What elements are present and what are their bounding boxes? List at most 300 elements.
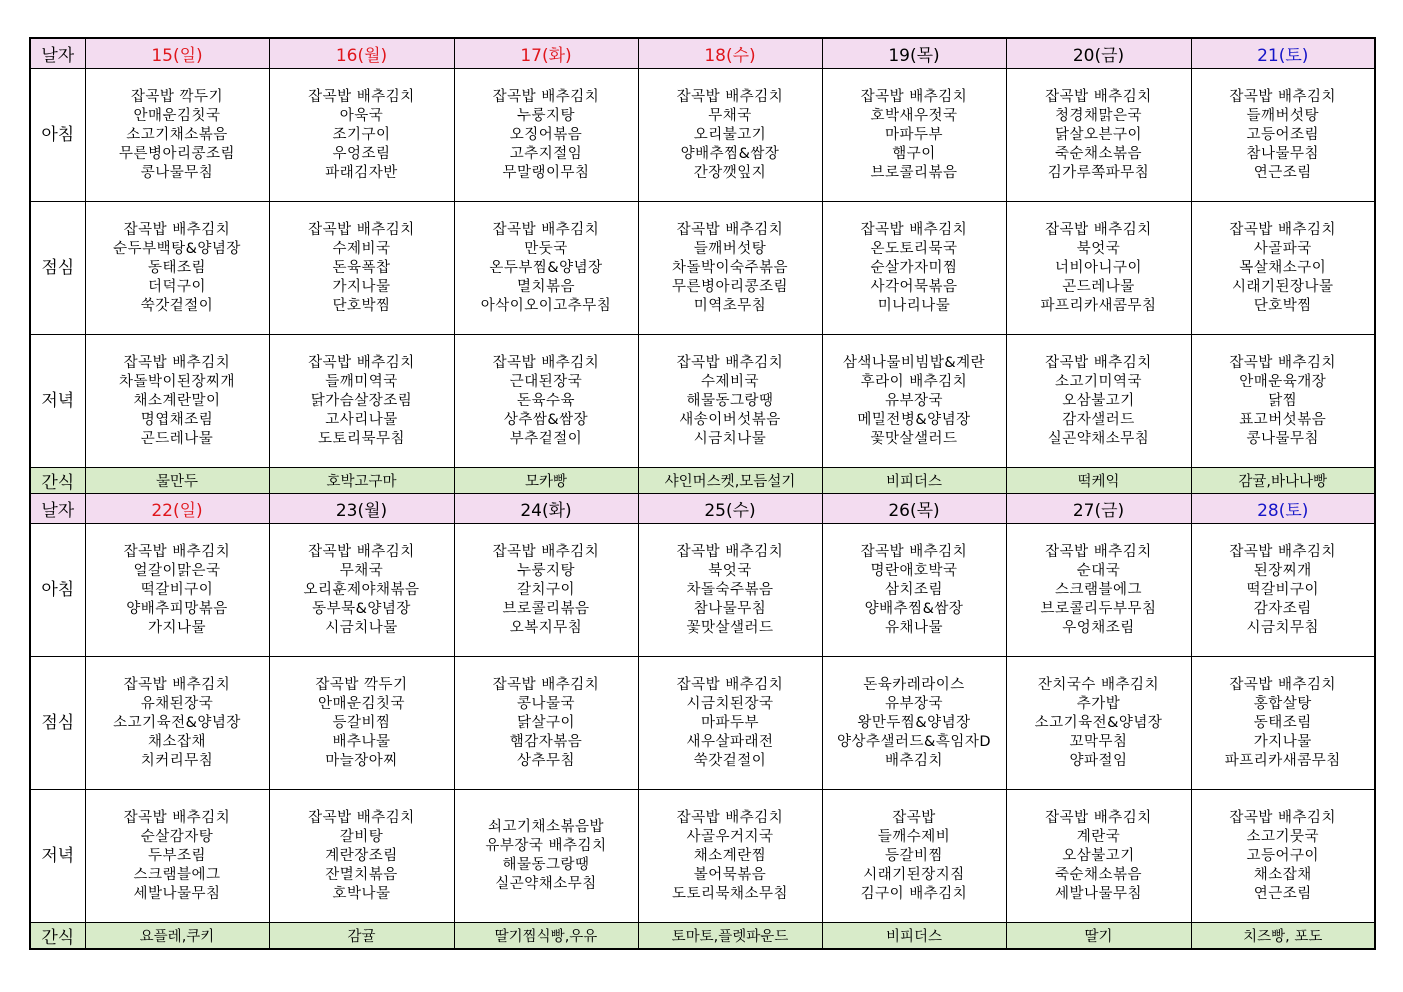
menu-item: 유부장국 <box>884 392 944 409</box>
date-cell: 16(월) <box>269 38 454 69</box>
date-cell: 15(일) <box>85 38 269 69</box>
dinner-menu-cell <box>1006 790 1191 923</box>
breakfast-row <box>30 524 1375 657</box>
menu-item: 등갈비찜 <box>332 714 391 731</box>
menu-item: 쇠고기채소볶음밥 <box>487 819 605 835</box>
menu-item: 잡곡밥 배추김치 <box>123 543 231 560</box>
menu-item: 더덕구이 <box>147 278 207 295</box>
menu-item: 시금치된장국 <box>686 695 774 712</box>
breakfast-menu-cell <box>454 524 638 657</box>
menu-item: 파래김자반 <box>325 164 398 181</box>
snack-cell: 비피더스 <box>822 923 1006 950</box>
menu-item: 누룽지탕 <box>516 107 576 124</box>
menu-item: 무채국 <box>339 562 384 579</box>
menu-item: 시금치무침 <box>1246 619 1320 636</box>
lunch-row <box>30 202 1375 335</box>
menu-item: 채소계란찜 <box>693 847 767 864</box>
menu-item: 채소잡채 <box>147 733 207 750</box>
menu-item: 동부묵&양념장 <box>312 600 411 617</box>
date-label: 날자 <box>30 38 85 69</box>
menu-item: 쑥갓겉절이 <box>140 297 214 314</box>
menu-item: 양배추찜&쌈장 <box>680 145 780 162</box>
snack-cell: 비피더스 <box>822 468 1006 494</box>
menu-item: 무른병아리콩조림 <box>671 278 789 295</box>
menu-item: 갈치구이 <box>516 581 576 598</box>
menu-item: 오삼불고기 <box>1062 392 1135 409</box>
lunch-menu-cell <box>1191 202 1375 335</box>
menu-item: 단호박찜 <box>1253 297 1312 314</box>
menu-item: 배추나물 <box>332 733 391 750</box>
lunch-menu-cell <box>269 202 454 335</box>
menu-item: 미역초무침 <box>693 297 767 314</box>
menu-item: 파프리카새콤무침 <box>1224 752 1341 769</box>
menu-item: 아삭이오이고추무침 <box>480 297 612 314</box>
date-cell: 23(월) <box>269 494 454 524</box>
menu-item: 얼갈이맑은국 <box>133 562 221 579</box>
dinner-menu-cell <box>638 335 822 468</box>
menu-item: 스크램블에그 <box>133 866 221 883</box>
menu-item: 브로콜리두부무침 <box>1040 600 1157 617</box>
menu-item: 돈육수육 <box>516 392 576 409</box>
menu-item: 들깨수제비 <box>877 828 951 845</box>
menu-item: 잡곡밥 배추김치 <box>492 354 600 371</box>
menu-item: 양배추찜&쌈장 <box>864 600 964 617</box>
menu-item: 소고기미역국 <box>1054 373 1143 390</box>
menu-item: 오징어볶음 <box>509 126 583 143</box>
snack-cell: 감귤,바나나빵 <box>1191 468 1375 494</box>
menu-item: 잡곡밥 배추김치 <box>492 543 600 560</box>
menu-item: 명엽채조림 <box>140 411 214 428</box>
menu-item: 누룽지탕 <box>516 562 576 579</box>
menu-item: 닭살구이 <box>516 714 576 731</box>
dinner-menu-cell <box>822 335 1006 468</box>
date-cell: 24(화) <box>454 494 638 524</box>
menu-item: 잡곡밥 배추김치 <box>123 354 231 371</box>
menu-item: 잡곡밥 깍두기 <box>315 676 408 693</box>
snack-cell: 샤인머스켓,모듬설기 <box>638 468 822 494</box>
menu-item: 마파두부 <box>700 714 760 731</box>
menu-item: 시래기된장지짐 <box>863 866 965 883</box>
menu-item: 새우살파래전 <box>686 733 774 750</box>
menu-item: 잡곡밥 배추김치 <box>123 221 231 238</box>
snack-row <box>30 468 1375 494</box>
menu-item: 유채나물 <box>884 619 944 636</box>
date-cell: 20(금) <box>1006 38 1191 69</box>
breakfast-menu-cell <box>269 69 454 202</box>
menu-item: 잡곡밥 배추김치 <box>1045 88 1152 105</box>
menu-item: 치커리무침 <box>140 752 214 769</box>
breakfast-menu-cell <box>822 524 1006 657</box>
menu-item: 꽃맛살샐러드 <box>870 430 958 447</box>
snack-row <box>30 923 1375 950</box>
menu-item: 잡곡밥 배추김치 <box>860 543 968 560</box>
menu-item: 곤드레나물 <box>1062 278 1135 295</box>
menu-item: 가지나물 <box>332 278 391 295</box>
menu-item: 북엇국 <box>708 562 752 579</box>
menu-item: 들깨미역국 <box>325 373 398 390</box>
menu-item: 잡곡밥 배추김치 <box>308 354 415 371</box>
menu-item: 잡곡밥 깍두기 <box>130 88 224 105</box>
snack-cell: 감귤 <box>269 923 454 950</box>
menu-item: 스크램블에그 <box>1054 581 1143 598</box>
menu-item: 양파절임 <box>1069 752 1128 769</box>
menu-item: 등갈비찜 <box>884 847 944 864</box>
menu-item: 콩나물무침 <box>140 164 214 181</box>
breakfast-label: 아침 <box>30 524 85 657</box>
breakfast-menu-cell <box>454 69 638 202</box>
menu-item: 삼색나물비빔밥&계란 <box>842 354 986 371</box>
menu-item: 잡곡밥 배추김치 <box>860 88 968 105</box>
dinner-menu-cell <box>269 335 454 468</box>
menu-item: 연근조림 <box>1253 164 1312 181</box>
lunch-menu-cell <box>638 657 822 790</box>
date-cell: 21(토) <box>1191 38 1375 69</box>
date-cell: 27(금) <box>1006 494 1191 524</box>
menu-item: 잡곡밥 배추김치 <box>676 88 784 105</box>
dinner-menu-cell <box>822 790 1006 923</box>
menu-item: 소고기육전&양념장 <box>1034 714 1163 731</box>
menu-item: 잡곡밥 배추김치 <box>308 543 415 560</box>
menu-item: 김구이 배추김치 <box>860 885 968 902</box>
lunch-menu-cell <box>85 202 269 335</box>
lunch-menu-cell <box>638 202 822 335</box>
dinner-row <box>30 335 1375 468</box>
menu-item: 죽순채소볶음 <box>1054 145 1143 162</box>
menu-item: 왕만두찜&양념장 <box>857 714 971 731</box>
menu-item: 감자샐러드 <box>1062 411 1135 428</box>
breakfast-menu-cell <box>1191 69 1375 202</box>
snack-label: 간식 <box>30 468 85 494</box>
menu-item: 표고버섯볶음 <box>1239 411 1327 428</box>
dinner-menu-cell <box>269 790 454 923</box>
menu-item: 해물동그랑땡 <box>686 392 774 409</box>
menu-item: 감자조림 <box>1253 600 1312 617</box>
menu-item: 곤드레나물 <box>140 430 214 447</box>
menu-item: 잡곡밥 배추김치 <box>1229 809 1337 826</box>
menu-item: 잡곡밥 배추김치 <box>1229 354 1337 371</box>
menu-item: 무른병아리콩조림 <box>118 145 236 162</box>
menu-item: 안매운김칫국 <box>317 695 406 712</box>
menu-item: 배추김치 <box>884 752 944 769</box>
breakfast-row <box>30 69 1375 202</box>
menu-item: 아욱국 <box>339 107 384 124</box>
menu-item: 콩나물국 <box>516 695 576 712</box>
dinner-menu-cell <box>85 790 269 923</box>
menu-item: 우엉조림 <box>332 145 391 162</box>
date-header-row <box>30 38 1375 69</box>
menu-item: 잡곡밥 배추김치 <box>860 221 968 238</box>
menu-item: 호박새우젓국 <box>870 107 958 124</box>
menu-item: 오삼불고기 <box>1062 847 1135 864</box>
lunch-menu-cell <box>822 657 1006 790</box>
menu-item: 고등어조림 <box>1246 126 1320 143</box>
lunch-menu-cell <box>454 657 638 790</box>
menu-table <box>29 37 1376 950</box>
date-cell: 25(수) <box>638 494 822 524</box>
date-cell: 17(화) <box>454 38 638 69</box>
menu-item: 잔멸치볶음 <box>325 866 398 883</box>
menu-item: 오리훈제야채볶음 <box>303 581 420 598</box>
dinner-menu-cell <box>1191 790 1375 923</box>
menu-item: 계란국 <box>1076 828 1121 845</box>
menu-item: 양상추샐러드&흑임자D <box>836 733 992 750</box>
menu-item: 잡곡밥 배추김치 <box>1229 676 1337 693</box>
menu-item: 돈육카레라이스 <box>863 676 965 693</box>
lunch-menu-cell <box>269 657 454 790</box>
snack-cell: 물만두 <box>85 468 269 494</box>
dinner-row <box>30 790 1375 923</box>
menu-item: 채소잡채 <box>1253 866 1312 883</box>
menu-item: 고등어구이 <box>1246 847 1320 864</box>
menu-item: 가지나물 <box>1253 733 1312 750</box>
snack-cell: 모카빵 <box>454 468 638 494</box>
dinner-menu-cell <box>454 335 638 468</box>
lunch-menu-cell <box>85 657 269 790</box>
menu-item: 떡갈비구이 <box>1246 581 1320 598</box>
menu-item: 순두부백탕&양념장 <box>113 240 241 257</box>
menu-item: 무말랭이무침 <box>502 164 590 181</box>
lunch-menu-cell <box>1006 657 1191 790</box>
menu-item: 소고기육전&양념장 <box>113 714 241 731</box>
lunch-label: 점심 <box>30 202 85 335</box>
menu-item: 꼬막무침 <box>1069 733 1128 750</box>
lunch-label: 점심 <box>30 657 85 790</box>
menu-item: 사골파국 <box>1253 240 1312 257</box>
menu-item: 들깨버섯탕 <box>693 240 767 257</box>
dinner-label: 저녁 <box>30 790 85 923</box>
menu-item: 부추겉절이 <box>509 430 583 447</box>
snack-cell: 요플레,쿠키 <box>85 923 269 950</box>
menu-item: 동태조림 <box>147 259 207 276</box>
menu-item: 꽃맛살샐러드 <box>686 619 774 636</box>
menu-item: 닭찜 <box>1268 392 1298 409</box>
menu-item: 온두부찜&양념장 <box>489 259 603 276</box>
menu-item: 안매운육개장 <box>1239 373 1327 390</box>
menu-item: 참나물무침 <box>1246 145 1320 162</box>
date-cell: 26(목) <box>822 494 1006 524</box>
menu-item: 메밀전병&양념장 <box>857 411 971 428</box>
snack-cell: 치즈빵, 포도 <box>1191 923 1375 950</box>
menu-item: 채소계란말이 <box>133 392 221 409</box>
menu-item: 고추지절임 <box>509 145 583 162</box>
snack-cell: 토마토,플렛파운드 <box>638 923 822 950</box>
menu-item: 호박나물 <box>332 885 391 902</box>
menu-item: 잡곡밥 배추김치 <box>492 676 600 693</box>
menu-item: 유채된장국 <box>140 695 214 712</box>
lunch-menu-cell <box>1006 202 1191 335</box>
snack-cell: 딸기 <box>1006 923 1191 950</box>
breakfast-label: 아침 <box>30 69 85 202</box>
menu-item: 오복지무침 <box>509 619 583 636</box>
menu-item: 마늘장아찌 <box>325 752 398 769</box>
menu-item: 오리불고기 <box>693 126 767 143</box>
menu-item: 잡곡밥 배추김치 <box>1229 543 1337 560</box>
menu-item: 가지나물 <box>147 619 207 636</box>
menu-item: 새송이버섯볶음 <box>679 411 781 428</box>
menu-item: 두부조림 <box>147 847 207 864</box>
menu-item: 참나물무침 <box>693 600 767 617</box>
menu-item: 도토리묵무침 <box>317 430 406 447</box>
menu-item: 잡곡밥 배추김치 <box>676 543 784 560</box>
menu-item: 양배추피망볶음 <box>126 600 228 617</box>
menu-item: 닭가슴살장조림 <box>310 392 413 409</box>
menu-item: 소고기뭇국 <box>1246 828 1320 845</box>
date-cell: 22(일) <box>85 494 269 524</box>
snack-cell: 딸기찜식빵,우유 <box>454 923 638 950</box>
lunch-menu-cell <box>822 202 1006 335</box>
menu-item: 잡곡밥 <box>892 809 936 826</box>
breakfast-menu-cell <box>638 69 822 202</box>
menu-item: 죽순채소볶음 <box>1054 866 1143 883</box>
date-header-row <box>30 494 1375 524</box>
menu-item: 순대국 <box>1076 562 1121 579</box>
lunch-menu-cell <box>1191 657 1375 790</box>
dinner-menu-cell <box>85 335 269 468</box>
menu-item: 갈비탕 <box>339 828 384 845</box>
menu-item: 계란장조림 <box>325 847 398 864</box>
date-cell: 18(수) <box>638 38 822 69</box>
dinner-menu-cell <box>454 790 638 923</box>
menu-item: 잡곡밥 배추김치 <box>1045 543 1152 560</box>
menu-item: 잡곡밥 배추김치 <box>308 809 415 826</box>
menu-item: 너비아니구이 <box>1054 259 1143 276</box>
menu-item: 잡곡밥 배추김치 <box>492 221 600 238</box>
dinner-menu-cell <box>1191 335 1375 468</box>
menu-item: 세발나물무침 <box>1054 885 1143 902</box>
menu-item: 브로콜리볶음 <box>502 600 590 617</box>
menu-item: 유부장국 <box>884 695 944 712</box>
menu-item: 간장깻잎지 <box>693 164 767 181</box>
menu-item: 잡곡밥 배추김치 <box>123 676 231 693</box>
menu-item: 연근조림 <box>1253 885 1312 902</box>
breakfast-menu-cell <box>1006 524 1191 657</box>
menu-item: 근대된장국 <box>509 373 583 390</box>
menu-item: 청경채맑은국 <box>1054 107 1143 124</box>
dinner-label: 저녁 <box>30 335 85 468</box>
menu-item: 잡곡밥 배추김치 <box>1045 354 1152 371</box>
menu-item: 안매운김칫국 <box>133 107 221 124</box>
menu-item: 해물동그랑땡 <box>502 857 590 873</box>
menu-item: 시금치나물 <box>325 619 398 636</box>
menu-item: 상추무침 <box>516 752 576 769</box>
menu-item: 무채국 <box>708 107 752 124</box>
menu-item: 마파두부 <box>884 126 944 143</box>
menu-item: 세발나물무침 <box>133 885 221 902</box>
menu-item: 추가밥 <box>1076 695 1121 712</box>
menu-item: 잡곡밥 배추김치 <box>123 809 231 826</box>
menu-item: 동태조림 <box>1253 714 1312 731</box>
snack-label: 간식 <box>30 923 85 950</box>
menu-item: 멸치볶음 <box>516 278 576 295</box>
menu-item: 삼치조림 <box>884 581 944 598</box>
menu-item: 잡곡밥 배추김치 <box>676 809 784 826</box>
menu-item: 북엇국 <box>1076 240 1121 257</box>
menu-item: 잡곡밥 배추김치 <box>676 221 784 238</box>
menu-item: 김가루쪽파무침 <box>1047 164 1150 181</box>
menu-item: 된장찌개 <box>1253 562 1312 579</box>
menu-item: 미나리나물 <box>877 297 951 314</box>
menu-item: 잡곡밥 배추김치 <box>492 88 600 105</box>
menu-item: 사각어묵볶음 <box>870 278 958 295</box>
menu-item: 상추쌈&쌈장 <box>503 411 589 428</box>
menu-item: 수제비국 <box>332 240 391 257</box>
menu-item: 순살가자미찜 <box>870 259 958 276</box>
breakfast-menu-cell <box>822 69 1006 202</box>
date-cell: 19(목) <box>822 38 1006 69</box>
menu-item: 차돌박이숙주볶음 <box>671 259 789 276</box>
menu-item: 실곤약채소무침 <box>495 876 597 892</box>
date-label: 날자 <box>30 494 85 524</box>
breakfast-menu-cell <box>638 524 822 657</box>
menu-item: 닭살오븐구이 <box>1054 126 1143 143</box>
dinner-menu-cell <box>638 790 822 923</box>
snack-cell: 떡케익 <box>1006 468 1191 494</box>
menu-item: 차돌박이된장찌개 <box>118 373 236 390</box>
menu-item: 들깨버섯탕 <box>1246 107 1320 124</box>
menu-item: 홍합살탕 <box>1253 695 1312 712</box>
menu-item: 차돌숙주볶음 <box>686 581 774 598</box>
menu-item: 파프리카새콤무침 <box>1040 297 1157 314</box>
menu-item: 잡곡밥 배추김치 <box>308 88 415 105</box>
menu-item: 조기구이 <box>332 126 391 143</box>
menu-item: 잔치국수 배추김치 <box>1037 676 1160 693</box>
menu-item: 잡곡밥 배추김치 <box>308 221 415 238</box>
menu-item: 사골우거지국 <box>686 828 774 845</box>
menu-item: 후라이 배추김치 <box>860 373 968 390</box>
snack-cell: 호박고구마 <box>269 468 454 494</box>
menu-item: 유부장국 배추김치 <box>485 838 607 854</box>
lunch-row <box>30 657 1375 790</box>
menu-item: 실곤약채소무침 <box>1047 430 1150 447</box>
menu-item: 수제비국 <box>700 373 760 390</box>
menu-item: 소고기채소볶음 <box>126 126 228 143</box>
menu-item: 볼어묵볶음 <box>693 866 767 883</box>
menu-item: 잡곡밥 배추김치 <box>1229 221 1337 238</box>
dinner-menu-cell <box>1006 335 1191 468</box>
menu-item: 시래기된장나물 <box>1231 278 1334 295</box>
menu-item: 브로콜리볶음 <box>870 164 958 181</box>
menu-item: 온도토리묵국 <box>870 240 958 257</box>
date-cell: 28(토) <box>1191 494 1375 524</box>
menu-item: 고사리나물 <box>325 411 398 428</box>
menu-item: 햄구이 <box>892 145 936 162</box>
menu-item: 떡갈비구이 <box>140 581 214 598</box>
menu-item: 잡곡밥 배추김치 <box>1045 221 1152 238</box>
menu-item: 순살감자탕 <box>140 828 214 845</box>
menu-item: 잡곡밥 배추김치 <box>1229 88 1337 105</box>
breakfast-menu-cell <box>269 524 454 657</box>
menu-item: 우엉채조림 <box>1062 619 1135 636</box>
menu-item: 돈육폭찹 <box>332 259 391 276</box>
breakfast-menu-cell <box>85 69 269 202</box>
menu-item: 쑥갓겉절이 <box>693 752 767 769</box>
menu-item: 목살채소구이 <box>1239 259 1327 276</box>
menu-item: 햄감자볶음 <box>509 733 583 750</box>
menu-item: 잡곡밥 배추김치 <box>676 354 784 371</box>
menu-item: 단호박찜 <box>332 297 391 314</box>
menu-item: 콩나물무침 <box>1246 430 1320 447</box>
menu-body <box>30 38 1375 949</box>
breakfast-menu-cell <box>1006 69 1191 202</box>
menu-item: 잡곡밥 배추김치 <box>1045 809 1152 826</box>
breakfast-menu-cell <box>1191 524 1375 657</box>
breakfast-menu-cell <box>85 524 269 657</box>
menu-item: 도토리묵채소무침 <box>671 885 789 902</box>
menu-item: 시금치나물 <box>693 430 767 447</box>
menu-item: 만둣국 <box>524 240 568 257</box>
menu-item: 명란애호박국 <box>870 562 958 579</box>
lunch-menu-cell <box>454 202 638 335</box>
